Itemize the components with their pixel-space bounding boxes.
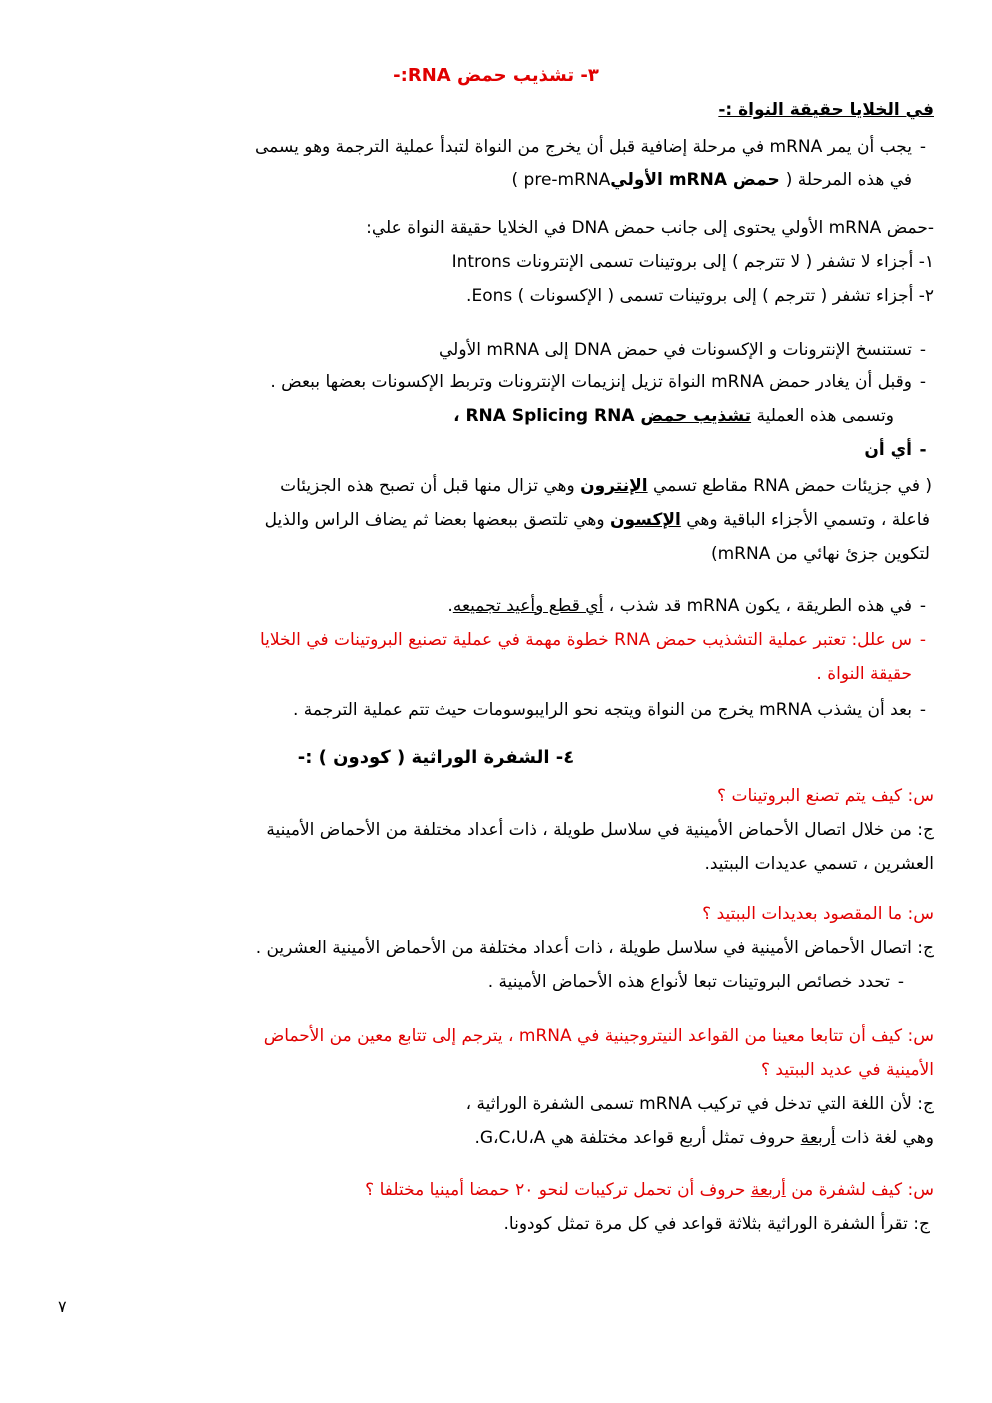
dash-bullet: - (919, 137, 927, 157)
qa1-answer-line1: ج: من خلال اتصال الأحماض الأمينية في سلاسل طويلة ، ذات أعداد مختلفة من الأحماض الأمينية (266, 820, 934, 840)
para2-item1: ١- أجزاء لا تشفر ( لا تترجم ) إلى بروتينات تسمى الإنترونات Introns (451, 252, 934, 272)
paren-line1: ( في جزيئات حمض RNA مقاطع تسمي الإنترون وهي تزال منها قبل أن تصبح هذه الجزيئات (280, 476, 932, 496)
qa3-answer-line1: ج: لأن اللغة التي تدخل في تركيب mRNA تسمى الشفرة الوراثية ، (465, 1094, 934, 1114)
bullet-leaves-nucleus: -بعد أن يشذب mRNA يخرج من النواة ويتجه نحو الرايبوسومات حيث تتم عملية الترجمة . (292, 700, 927, 720)
bullet-in-other-words: -أي أن (864, 440, 927, 460)
qa3-answer-line2: وهي لغة ذات أربعة حروف تمثل أربع قواعد مختلفة هي G،C،U،A. (474, 1128, 934, 1148)
qa3-question-line1: س: كيف أن تتابعا معينا من القواعد النيتروجينية في mRNA ، يترجم إلى تتابع معين من الأحماض (263, 1026, 934, 1046)
para1-line2: في هذه المرحلة ( حمض mRNA الأوليpre-mRNA ) (511, 170, 912, 190)
qa3-question-line2: الأمينية في عديد الببتيد ؟ (760, 1060, 934, 1080)
para2-intro: -حمض mRNA الأولي يحتوى إلى جانب حمض DNA في الخلايا حقيقة النواة علي: (366, 218, 934, 238)
page-number: ٧ (58, 1297, 67, 1316)
bullet-transcription: -تستنسخ الإنترونات و الإكسونات في حمض DNA إلى mRNA الأولي (439, 340, 927, 360)
section-heading-3: ٣- تشذيب حمض RNA:- (393, 65, 599, 86)
qa4-answer: ج: تقرأ الشفرة الوراثية بثلاثة قواعد في كل مرة تمثل كودونا. (503, 1214, 930, 1234)
subheading-eukaryotes: في الخلايا حقيقة النواة :- (718, 100, 934, 120)
question-why-splicing: -س علل: تعتبر عملية التشذيب حمض RNA خطوة مهمة في عملية تصنيع البروتينات في الخلايا (259, 630, 927, 650)
para2-item2: ٢- أجزاء تشفر ( تترجم ) إلى بروتينات تسمى ( الإكسونات ) Eons. (466, 286, 934, 306)
paren-line3: لتكوين جزئ نهائي من mRNA) (710, 544, 930, 564)
paren-line2: فاعلة ، وتسمي الأجزاء الباقية وهي الإكسون وهي تلتصق ببعضها بعضا ثم يضاف الراس والذيل (264, 510, 930, 530)
section-heading-4: ٤- الشفرة الوراثية ( كودون ) :- (297, 747, 575, 768)
bullet-splicing: -وقبل أن يغادر حمض mRNA النواة تزيل إنزيمات الإنترونات وتربط الإكسونات بعضها ببعض . (270, 372, 927, 392)
qa1-answer-line2: العشرين ، تسمي عديدات الببتيد. (704, 854, 934, 874)
qa2-question: س: ما المقصود بعديدات الببتيد ؟ (702, 904, 934, 924)
bullet-splicing-name: وتسمى هذه العملية تشذيب حمض RNA Splicing RNA ، (453, 406, 894, 426)
qa2-answer-line2: -تحدد خصائص البروتينات تبعا لأنواع هذه الأحماض الأمينية . (487, 972, 905, 992)
bullet-spliced: -في هذه الطريقة ، يكون mRNA قد شذب ، أي قطع وأعيد تجميعه. (447, 596, 927, 616)
qa4-question: س: كيف لشفرة من أربعة حروف أن تحمل تركيبات لنحو ٢٠ حمضا أمينيا مختلفا ؟ (365, 1180, 934, 1200)
qa1-question: س: كيف يتم تصنع البروتينات ؟ (717, 786, 934, 806)
para1-line1: -يجب أن يمر mRNA في مرحلة إضافية قبل أن يخرج من النواة لتبدأ عملية الترجمة وهو يسمى (255, 133, 934, 161)
qa2-answer-line1: ج: اتصال الأحماض الأمينية في سلاسل طويلة ، ذات أعداد مختلفة من الأحماض الأمينية العشرين . (255, 938, 934, 958)
question-why-splicing-line2: حقيقة النواة . (816, 664, 912, 684)
